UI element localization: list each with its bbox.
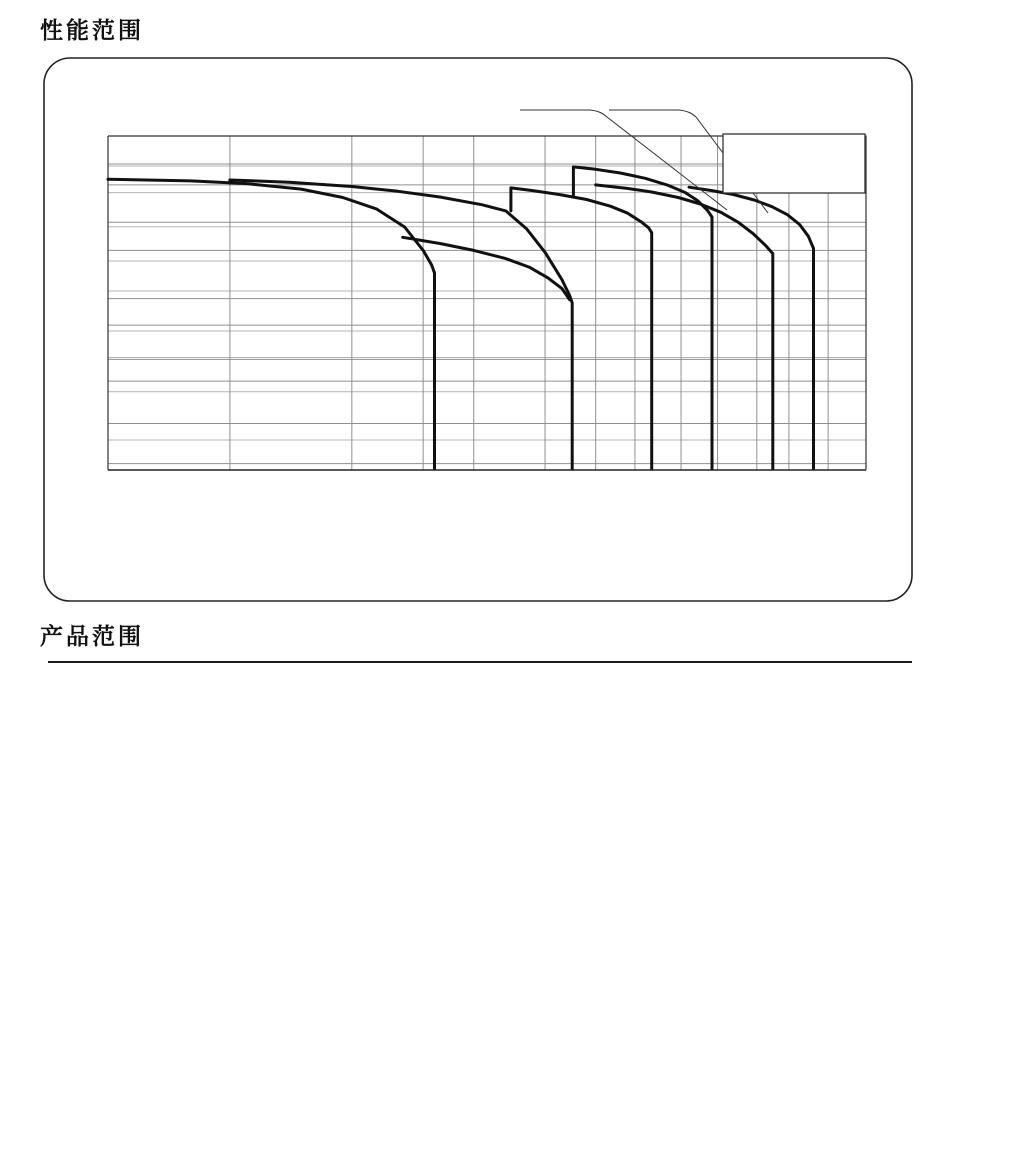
pump-curve [511, 188, 652, 469]
product-section-title: 产品范围 [40, 624, 144, 650]
legend-box [723, 134, 865, 193]
performance-section-title: 性能范围 [40, 18, 144, 44]
pump-curve [689, 187, 814, 468]
pump-curve [596, 185, 773, 469]
product-range-table [48, 661, 912, 663]
callout-leader [520, 110, 727, 210]
